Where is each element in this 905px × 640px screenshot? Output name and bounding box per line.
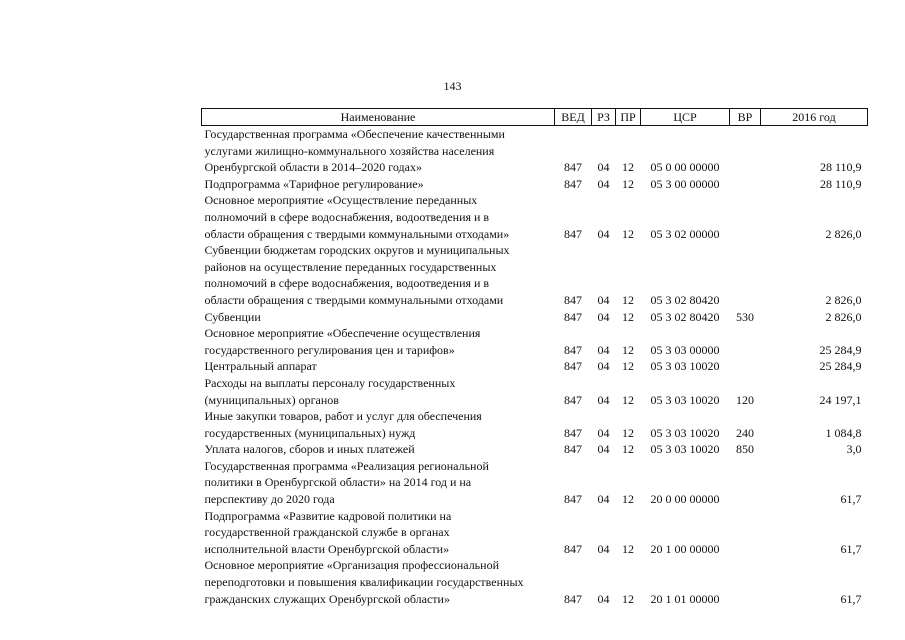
cell-vr <box>730 557 761 607</box>
row-name-line: (муниципальных) органов <box>204 392 339 407</box>
cell-rz: 04 <box>597 359 610 374</box>
table-row <box>202 358 868 375</box>
row-name-line: перспективу до 2020 года <box>204 492 335 507</box>
cell-ved: 847 <box>564 392 582 407</box>
table-row <box>202 508 868 558</box>
cell-ved: 847 <box>564 591 582 606</box>
cell-rz: 04 <box>597 425 610 440</box>
cell-amount: 61,7 <box>840 492 862 507</box>
header-vr: ВР <box>730 109 761 126</box>
cell-pr: 12 <box>622 160 634 175</box>
cell-pr: 12 <box>622 425 634 440</box>
cell-amount: 2 826,0 <box>825 309 862 324</box>
cell-vr <box>730 325 761 358</box>
cell-vr: 240 <box>736 425 754 440</box>
table-row <box>202 441 868 458</box>
cell-name <box>202 358 555 375</box>
row-name-line: Субвенции <box>204 309 261 324</box>
cell-csr: 05 3 00 00000 <box>650 176 720 191</box>
row-name-line: районов на осуществление переданных государственных <box>204 259 497 274</box>
cell-name <box>202 242 555 308</box>
cell-vr: 530 <box>736 309 754 324</box>
cell-ved: 847 <box>564 359 582 374</box>
cell-name <box>202 508 555 558</box>
cell-ved: 847 <box>564 492 582 507</box>
table-row <box>202 126 868 176</box>
cell-rz: 04 <box>597 292 610 307</box>
cell-csr: 05 3 02 80420 <box>650 292 720 307</box>
cell-amount: 2 826,0 <box>825 292 862 307</box>
row-name-line: Расходы на выплаты персоналу государственных <box>204 375 456 390</box>
row-name-line: переподготовки и повышения квалификации государственных <box>204 575 524 590</box>
cell-name <box>202 375 555 408</box>
cell-vr <box>730 126 761 176</box>
table-row <box>202 375 868 408</box>
table-row <box>202 192 868 242</box>
cell-pr: 12 <box>622 541 634 556</box>
cell-pr: 12 <box>622 309 634 324</box>
table-row <box>202 557 868 607</box>
row-name-line: Центральный аппарат <box>204 359 317 374</box>
row-name-line: исполнительной власти Оренбургской области» <box>204 541 450 556</box>
cell-csr: 20 0 00 00000 <box>650 492 720 507</box>
cell-amount: 61,7 <box>840 541 862 556</box>
cell-csr: 05 3 03 00000 <box>650 342 720 357</box>
cell-pr: 12 <box>622 226 634 241</box>
cell-name <box>202 176 555 193</box>
cell-amount: 24 197,1 <box>819 392 862 407</box>
cell-rz: 04 <box>597 309 610 324</box>
cell-name <box>202 325 555 358</box>
cell-name <box>202 458 555 508</box>
cell-csr: 05 3 03 10020 <box>650 359 720 374</box>
cell-rz: 04 <box>597 392 610 407</box>
table-header-row <box>202 109 868 126</box>
cell-csr: 05 0 00 00000 <box>650 160 720 175</box>
cell-csr: 20 1 00 00000 <box>650 541 720 556</box>
row-name-line: политики в Оренбургской области» на 2014 год и на <box>204 475 472 490</box>
cell-amount: 1 084,8 <box>825 425 862 440</box>
cell-ved: 847 <box>564 541 582 556</box>
cell-name <box>202 192 555 242</box>
header-pr: ПР <box>616 109 641 126</box>
row-name-line: Государственная программа «Обеспечение качественными <box>204 127 505 141</box>
budget-table <box>201 108 868 607</box>
cell-vr <box>730 242 761 308</box>
cell-ved: 847 <box>564 442 582 457</box>
cell-rz: 04 <box>597 541 610 556</box>
cell-rz: 04 <box>597 442 610 457</box>
row-name-line: области обращения с твердыми коммунальными отходами <box>204 292 504 307</box>
cell-vr: 120 <box>736 392 754 407</box>
cell-csr: 05 3 02 00000 <box>650 226 720 241</box>
cell-rz: 04 <box>597 492 610 507</box>
row-name-line: государственных (муниципальных) нужд <box>204 425 416 440</box>
row-name-line: области обращения с твердыми коммунальными отходами» <box>204 226 510 241</box>
cell-amount: 3,0 <box>846 442 862 457</box>
table-row <box>202 309 868 326</box>
cell-pr: 12 <box>622 392 634 407</box>
cell-pr: 12 <box>622 292 634 307</box>
cell-csr: 05 3 03 10020 <box>650 392 720 407</box>
header-year: 2016 год <box>761 109 868 126</box>
cell-ved: 847 <box>564 342 582 357</box>
row-name-line: Подпрограмма «Развитие кадровой политики на <box>204 508 452 523</box>
cell-amount: 28 110,9 <box>819 176 862 191</box>
cell-ved: 847 <box>564 292 582 307</box>
cell-vr <box>730 176 761 193</box>
cell-amount: 61,7 <box>840 591 862 606</box>
cell-ved: 847 <box>564 425 582 440</box>
cell-ved: 847 <box>564 309 582 324</box>
row-name-line: государственной гражданской службе в органах <box>204 525 450 540</box>
header-rz: РЗ <box>592 109 616 126</box>
row-name-line: государственного регулирования цен и тарифов» <box>204 342 455 357</box>
row-name-line: Государственная программа «Реализация региональной <box>204 458 489 473</box>
cell-rz: 04 <box>597 226 610 241</box>
row-name-line: Основное мероприятие «Организация профессиональной <box>204 558 499 573</box>
row-name-line: Основное мероприятие «Осуществление переданных <box>204 193 478 208</box>
row-name-line: Субвенции бюджетам городских округов и муниципальных <box>204 243 510 258</box>
table-row <box>202 325 868 358</box>
row-name-line: Оренбургской области в 2014–2020 годах» <box>204 160 422 175</box>
cell-name <box>202 309 555 326</box>
cell-amount: 28 110,9 <box>819 160 862 175</box>
cell-ved: 847 <box>564 160 582 175</box>
cell-rz: 04 <box>597 342 610 357</box>
cell-rz: 04 <box>597 176 610 191</box>
cell-vr <box>730 192 761 242</box>
table-row <box>202 458 868 508</box>
table-row <box>202 408 868 441</box>
cell-ved: 847 <box>564 226 582 241</box>
cell-pr: 12 <box>622 176 634 191</box>
cell-rz: 04 <box>597 160 610 175</box>
cell-pr: 12 <box>622 591 634 606</box>
row-name-line: Подпрограмма «Тарифное регулирование» <box>204 176 424 191</box>
page-number: 143 <box>443 79 462 93</box>
cell-pr: 12 <box>622 492 634 507</box>
table-row <box>202 242 868 308</box>
row-name-line: полномочий в сфере водоснабжения, водоотведения и в <box>204 276 490 291</box>
row-name-line: Иные закупки товаров, работ и услуг для обеспечения <box>204 409 482 424</box>
cell-name <box>202 408 555 441</box>
header-name: Наименование <box>202 109 555 126</box>
row-name-line: гражданских служащих Оренбургской области» <box>204 591 450 606</box>
cell-pr: 12 <box>622 359 634 374</box>
cell-name <box>202 126 555 176</box>
cell-amount: 25 284,9 <box>819 342 862 357</box>
cell-name <box>202 557 555 607</box>
row-name-line: Основное мероприятие «Обеспечение осуществления <box>204 326 481 341</box>
cell-csr: 20 1 01 00000 <box>650 591 720 606</box>
cell-vr: 850 <box>736 442 754 457</box>
row-name-line: Уплата налогов, сборов и иных платежей <box>204 442 415 457</box>
cell-csr: 05 3 03 10020 <box>650 442 720 457</box>
header-ved: ВЕД <box>555 109 592 126</box>
cell-vr <box>730 508 761 558</box>
row-name-line: услугами жилищно-коммунального хозяйства населения <box>204 143 495 158</box>
cell-csr: 05 3 02 80420 <box>650 309 720 324</box>
cell-vr <box>730 358 761 375</box>
table-body <box>202 126 868 608</box>
cell-rz: 04 <box>597 591 610 606</box>
cell-csr: 05 3 03 10020 <box>650 425 720 440</box>
cell-amount: 2 826,0 <box>825 226 862 241</box>
cell-pr: 12 <box>622 442 634 457</box>
cell-vr <box>730 458 761 508</box>
cell-pr: 12 <box>622 342 634 357</box>
cell-amount: 25 284,9 <box>819 359 862 374</box>
row-name-line: полномочий в сфере водоснабжения, водоотведения и в <box>204 209 490 224</box>
table-row <box>202 176 868 193</box>
cell-ved: 847 <box>564 176 582 191</box>
header-csr: ЦСР <box>641 109 730 126</box>
cell-name <box>202 441 555 458</box>
